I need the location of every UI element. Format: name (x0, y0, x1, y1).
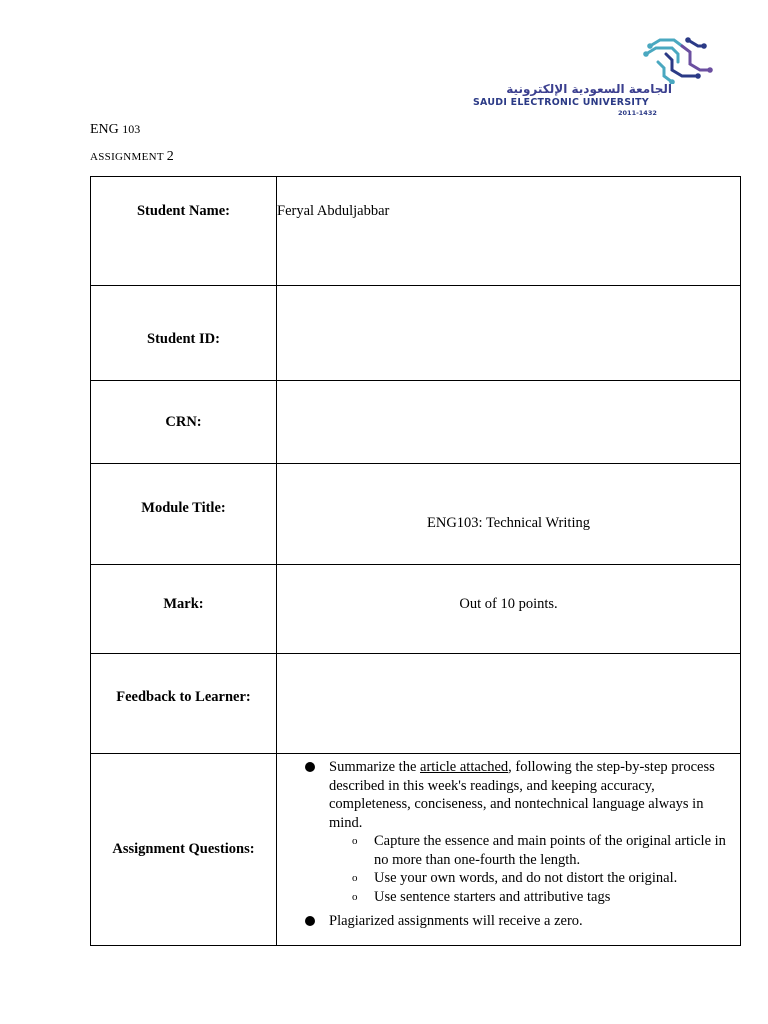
sub-list (329, 832, 732, 906)
logo-english-name: SAUDI ELECTRONIC UNIVERSITY (473, 97, 649, 108)
article-attached-link[interactable]: article attached (420, 759, 509, 775)
assignment-heading (90, 149, 174, 165)
bullet2-text: Plagiarized assignments will receive a zero. (329, 913, 583, 929)
row-student-name (91, 177, 741, 286)
bullet1-text-end: , following the step-by-step process described in this week's readings, and keeping accuracy, completeness, conciseness, and nontechnical language always in mind. (329, 759, 715, 831)
bullet-icon (305, 916, 315, 926)
row-assignment-questions (91, 754, 741, 946)
circuit-logo-icon (638, 34, 718, 84)
sub-list-item (329, 832, 732, 869)
bullet1-text-start: Summarize the (329, 759, 421, 775)
logo-arabic-name: الجامعة السعودية الإلكترونية (506, 82, 672, 96)
sub-item-text: Use your own words, and do not distort the original. (374, 870, 678, 886)
student-id-value[interactable] (277, 286, 741, 381)
list-item (305, 758, 732, 906)
course-code (90, 122, 140, 138)
assignment-cover-table (90, 176, 741, 946)
list-item (305, 912, 732, 931)
student-id-label: Student ID: (91, 286, 277, 381)
row-module-title (91, 464, 741, 565)
sub-item-text: Capture the essence and main points of the original article in no more than one-fourth the length. (374, 833, 726, 868)
assignment-word: ASSIGNMENT (90, 151, 164, 163)
logo-years: 2011-1432 (618, 109, 657, 117)
row-crn (91, 381, 741, 464)
mark-value: Out of 10 points. (277, 565, 741, 654)
assignment-number: 2 (166, 149, 175, 164)
assignment-questions-content (277, 754, 741, 946)
feedback-label: Feedback to Learner: (91, 654, 277, 754)
questions-list (305, 758, 732, 931)
crn-label: CRN: (91, 381, 277, 464)
sub-item-text: Use sentence starters and attributive tags (374, 888, 611, 905)
row-mark (91, 565, 741, 654)
assignment-questions-label: Assignment Questions: (91, 754, 277, 946)
sub-list-item (329, 869, 732, 888)
circle-bullet-icon: o (352, 835, 358, 847)
mark-label: Mark: (91, 565, 277, 654)
bullet-icon (305, 762, 315, 772)
student-name-label: Student Name: (91, 177, 277, 286)
circle-bullet-icon: o (352, 890, 358, 903)
module-title-label: Module Title: (91, 464, 277, 565)
student-name-value[interactable]: Feryal Abduljabbar (277, 177, 741, 286)
feedback-value[interactable] (277, 654, 741, 754)
crn-value[interactable] (277, 381, 741, 464)
university-logo (470, 34, 720, 120)
row-student-id (91, 286, 741, 381)
course-number: 103 (122, 122, 141, 136)
circle-bullet-icon: o (352, 872, 358, 884)
course-prefix: ENG (90, 122, 119, 137)
row-feedback (91, 654, 741, 754)
sub-list-item (329, 888, 732, 907)
module-title-value: ENG103: Technical Writing (277, 464, 741, 565)
